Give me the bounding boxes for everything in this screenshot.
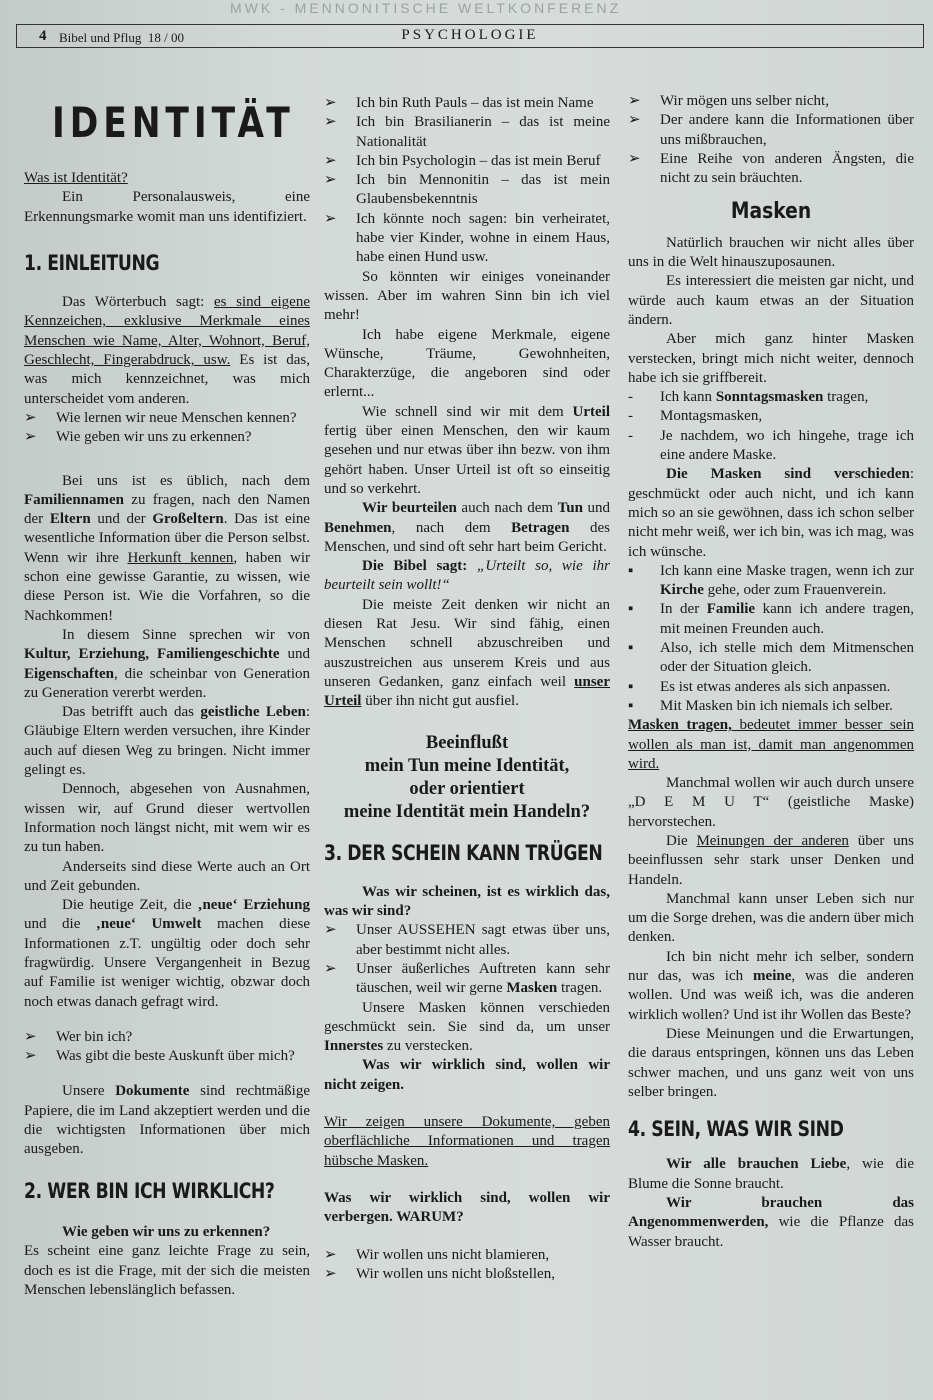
paragraph: Unsere Dokumente sind rechtmäßige Papiere, die im Land akzeptiert werden und die die wichtigsten Informationen über mich ausgeben. (24, 1083, 310, 1158)
paragraph: Das betrifft auch das geistliche Leben: Gläubige Eltern werden versuchen, ihre Kinder auch auf diesen Weg zu bringen. Nicht immer gelingt es. (24, 704, 311, 779)
list-item: ▪ Also, ich stelle mich dem Mitmenschen oder der Situation gleich. (628, 640, 914, 676)
list-item: ➢ Ich bin Ruth Pauls – das ist mein Name (324, 95, 594, 111)
paragraph: Diese Meinungen und die Erwartungen, die daraus entspringen, können uns das Leben schwer machen, und uns ganz weit von uns selber bringen. (628, 1025, 914, 1100)
column-3 (628, 92, 914, 1252)
list-item: ➢ Was gibt die beste Auskunft über mich? (24, 1048, 295, 1065)
list-item: ➢ Unser AUSSEHEN sagt etwas über uns, aber bestimmt nicht alles. (324, 922, 610, 958)
paragraph: Manchmal wollen wir auch durch unsere „D E M U T“ (geistliche Maske) hervorstechen. (628, 775, 914, 830)
paragraph: Wir brauchen das Angenommenwerden, wie die Pflanze das Wasser braucht. (628, 1195, 914, 1250)
list-item: ➢ Der andere kann die Informationen über uns mißbrauchen, (628, 112, 914, 148)
page-number: 4 (39, 28, 47, 44)
column-1 (24, 169, 310, 1300)
paragraph: Das Wörterbuch sagt: es sind eigene Kennzeichen, exklusive Merkmale eines Menschen wie Name, Alter, Wohnort, Beruf, Geschlecht, Fingerabdruck, usw. Es ist das, was mich kennzeichnet, was mich unterscheidet vom anderen. (24, 294, 311, 407)
list-item: ➢ Unser äußerliches Auftreten kann sehr täuschen, weil wir gerne Masken tragen. (324, 960, 610, 997)
list-item: ➢ Ich könnte noch sagen: bin verheiratet, habe vier Kinder, wohne in einem Haus, habe einen Hund usw. (324, 210, 610, 266)
list-item: ▪ In der Familie kann ich andere tragen, mit meinen Freunden auch. (628, 601, 914, 637)
list-item: ➢ Wir mögen uns selber nicht, (628, 93, 829, 109)
paragraph: Was wir wirklich sind, wollen wir verbergen. WARUM? (324, 1189, 610, 1226)
page-header (16, 24, 924, 48)
section-title: PSYCHOLOGIE (401, 27, 539, 43)
paragraph: In diesem Sinne sprechen wir von Kultur, Erziehung, Familiengeschichte und Eigenschaften, die scheinbar von Generation zu Generation vererbt werden. (24, 626, 310, 701)
heading-schein: 3. DER SCHEIN KANN TRÜGEN (324, 840, 603, 865)
paragraph: Was wir wirklich sind, wollen wir nicht zeigen. (324, 1057, 610, 1093)
paragraph: Wie geben wir uns zu erkennen? (62, 1223, 271, 1240)
paragraph: Wir beurteilen auch nach dem Tun und Benehmen, nach dem Betragen des Menschen, und sind oft sehr hart beim Gericht. (324, 500, 611, 555)
list-item: ➢ Wir wollen uns nicht bloßstellen, (324, 1265, 555, 1282)
paragraph: Was wir scheinen, ist es wirklich das, was wir sind? (324, 883, 610, 920)
paragraph: Ein Personalausweis, eine Erkennungsmarke womit man uns identifiziert. (24, 189, 310, 225)
paragraph: Die Bibel sagt: „Urteilt so, wie ihr beurteilt sein wollt!“ (324, 558, 610, 594)
list-item: ➢ Ich bin Brasilianerin – das ist meine Nationalität (324, 114, 610, 150)
journal-info: Bibel und Pflug 18 / 00 (59, 30, 184, 45)
list-item: ➢ Wie lernen wir neue Menschen kennen? (24, 409, 297, 426)
column-2 (324, 94, 610, 1284)
list-item: - Ich kann Sonntagsmasken tragen, (628, 389, 869, 406)
list-item: ▪ Es ist etwas anderes als sich anpassen. (628, 678, 891, 695)
paragraph: Ich habe eigene Merkmale, eigene Wünsche, Träume, Gewohnheiten, Charakterzüge, die angeboren sind oder erlernt... (324, 326, 610, 401)
paragraph: Es scheint eine ganz leichte Frage zu sein, doch es ist die Frage, mit der sich die meisten Menschen lebenslänglich befassen. (24, 1243, 310, 1298)
paragraph: Ich bin nicht mehr ich selber, sondern nur das, was ich meine, was die anderen wollen. Und was weiß ich, was die anderen wirklich wollen? Und ist ihr Wollen das Beste? (628, 948, 914, 1023)
heading-wer-bin-ich: 2. WER BIN ICH WIRKLICH? (24, 1178, 275, 1203)
list-item: ➢ Eine Reihe von anderen Ängsten, die nicht zu sein bräuchten. (628, 150, 914, 187)
paragraph: Die Meinungen der anderen über uns beeinflussen sehr stark unser Denken und Handeln. (628, 832, 914, 888)
question: Was ist Identität? (24, 170, 128, 186)
heading-sein: 4. SEIN, WAS WIR SIND (628, 1117, 844, 1142)
pull-quote: Beeinflußt mein Tun meine Identität, oder orientiert meine Identität mein Handeln? (343, 732, 591, 822)
paragraph: Wir zeigen unsere Dokumente, geben oberflächliche Informationen und tragen hübsche Masken. (324, 1114, 610, 1169)
paragraph: Masken tragen, bedeutet immer besser sein wollen als man ist, damit man angenommen wird. (628, 717, 914, 772)
paragraph: Natürlich brauchen wir nicht alles über uns in die Welt hinauszuposaunen. (628, 234, 914, 271)
paragraph: Manchmal kann unser Leben sich nur um die Sorge drehen, was die andern über mich denken. (628, 890, 914, 946)
paragraph: Dennoch, abgesehen von Ausnahmen, wissen wir, auf Grund dieser wertvollen Information noch längst nicht, mit wem wir es zu tun haben. (24, 781, 310, 856)
paragraph: Die meiste Zeit denken wir nicht an diesen Rat Jesu. Wir sind fähig, einen Menschen schnell abzuschreiben und auszustreichen aus unserem Kreis und aus unseren Gedanken, ganz einfach weil unser Urteil über ihn nicht gut ausfiel. (324, 596, 610, 710)
heading-masken: Masken (730, 199, 812, 225)
paragraph: Bei uns ist es üblich, nach dem Familiennamen zu fragen, nach den Namen der Eltern und der Großeltern. Das ist eine wesentliche Information über die Person selbst. Wenn wir ihre Herkunft kennen, haben wir schon eine gewisse Garantie, zu wissen, wie diese Person ist. Wie die Vorfahren, so die Nachkommen! (24, 472, 311, 624)
paragraph: Anderseits sind diese Werte auch an Ort und Zeit gebunden. (24, 858, 310, 894)
paragraph: Die heutige Zeit, die ‚neue‘ Erziehung und die ‚neue‘ Umwelt machen diese Informationen z.T. ungültig oder doch sehr fragwürdig. Unsere Vergangenheit in Bezug auf Familie ist weniger wichtig, obzwar doch noch etwas danach gefragt wird. (24, 897, 310, 1010)
article-title: IDENTITÄT (52, 98, 295, 147)
list-item: ▪ Ich kann eine Maske tragen, wenn ich zur Kirche gehe, oder zum Frauenverein. (628, 562, 914, 599)
list-item: ➢ Ich bin Mennonitin – das ist mein Glaubensbekenntnis (324, 172, 610, 208)
paragraph: Die Masken sind verschieden: geschmückt oder auch nicht, und ich kann mich so an sie gewöhnen, dass ich schon selber nicht mehr weiß, wer ich bin, was ich mag, was ich wünsche. (628, 466, 914, 560)
paragraph: Es interessiert die meisten gar nicht, und würde auch kaum etwas an der Situation ändern. (628, 273, 914, 328)
list-item: - Montagsmasken, (628, 408, 763, 425)
bleed-through-text: MWK - MENNONITISCHE WELTKONFERENZ (230, 0, 622, 16)
list-item: ➢ Ich bin Psychologin – das ist mein Beruf (324, 152, 601, 169)
list-item: ➢ Wir wollen uns nicht blamieren, (324, 1246, 550, 1263)
heading-einleitung: 1. EINLEITUNG (24, 250, 160, 275)
paragraph: So könnten wir einiges voneinander wissen. Aber im wahren Sinn bin ich viel mehr! (324, 268, 610, 324)
paragraph: Wir alle brauchen Liebe, wie die Blume die Sonne braucht. (628, 1156, 915, 1192)
list-item: ▪ Mit Masken bin ich niemals ich selber. (628, 697, 893, 714)
paragraph: Unsere Masken können verschieden geschmückt sein. Sie sind da, um unser Innerstes zu verstecken. (324, 999, 610, 1055)
list-item: ➢ Wie geben wir uns zu erkennen? (24, 429, 252, 446)
list-item: ➢ Wer bin ich? (24, 1028, 133, 1045)
paragraph: Aber mich ganz hinter Masken verstecken, bringt mich nicht weiter, dennoch habe ich sie griffbereit. (628, 331, 914, 386)
paragraph: Wie schnell sind wir mit dem Urteil fertig über einen Menschen, den wir kaum gesehen und nur etwas über ihn bezw. von ihm gehört haben. Unser Urteil ist oft so einseitig und so verkehrt. (324, 403, 610, 497)
list-item: - Je nachdem, wo ich hingehe, trage ich eine andere Maske. (628, 427, 914, 464)
